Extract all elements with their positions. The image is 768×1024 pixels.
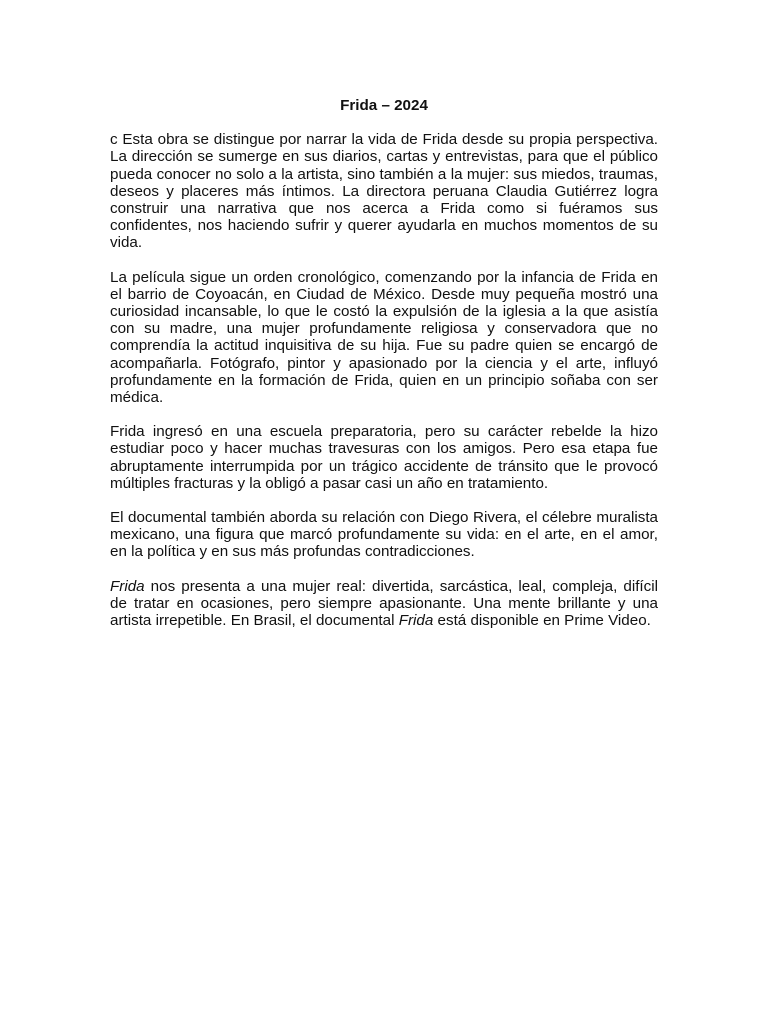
paragraph-3: Frida ingresó en una escuela preparatoria, pero su carácter rebelde la hizo estudiar poco y hacer muchas travesuras con los amigos. Pero esa etapa fue abruptamente interrumpida por un trágico accidente de tránsito que le provocó múltiples fracturas y la obligó a pasar casi un año en tratamiento. [110,423,658,492]
paragraph-4: El documental también aborda su relación con Diego Rivera, el célebre muralista mexicano, una figura que marcó profundamente su vida: en el arte, en el amor, en la política y en sus más profundas contradicciones. [110,509,658,561]
paragraph-5-text-1: nos presenta a una mujer real: divertida, sarcástica, leal, compleja, difícil de tratar en ocasiones, pero siempre apasionante. Una mente brillante y una artista irrepetible. En Brasil, el documental [110,577,658,630]
film-title-italic: Frida [110,577,145,595]
film-title-italic-2: Frida [398,612,434,630]
paragraph-2: La película sigue un orden cronológico, comenzando por la infancia de Frida en el barrio de Coyoacán, en Ciudad de México. Desde muy pequeña mostró una curiosidad incansable, lo que le costó la expulsión de la iglesia a la que asistía con su madre, una mujer profundamente religiosa y conservadora que no comprendía la actitud inquisitiva de su hija. Fue su padre quien se encargó de acompañarla. Fotógrafo, pintor y apasionado por la ciencia y el arte, influyó profundamente en la formación de Frida, quien en un principio soñaba con ser médica. [110,268,658,407]
paragraph-1: c Esta obra se distingue por narrar la vida de Frida desde su propia perspectiva. La dirección se sumerge en sus diarios, cartas y entrevistas, para que el público pueda conocer no solo a la artista, sino también a la mujer: sus miedos, traumas, deseos y placeres más íntimos. La directora peruana Claudia Gutiérrez logra construir una narrativa que nos acerca a Frida como si fuéramos sus confidentes, nos haciendo sufrir y querer ayudarla en muchos momentos de su vida. [110,131,658,252]
document-title: Frida – 2024 [340,97,428,114]
paragraph-5-text-2: está disponible en Prime Video. [433,612,651,630]
paragraph-5 [110,578,658,630]
document-body [110,97,658,646]
